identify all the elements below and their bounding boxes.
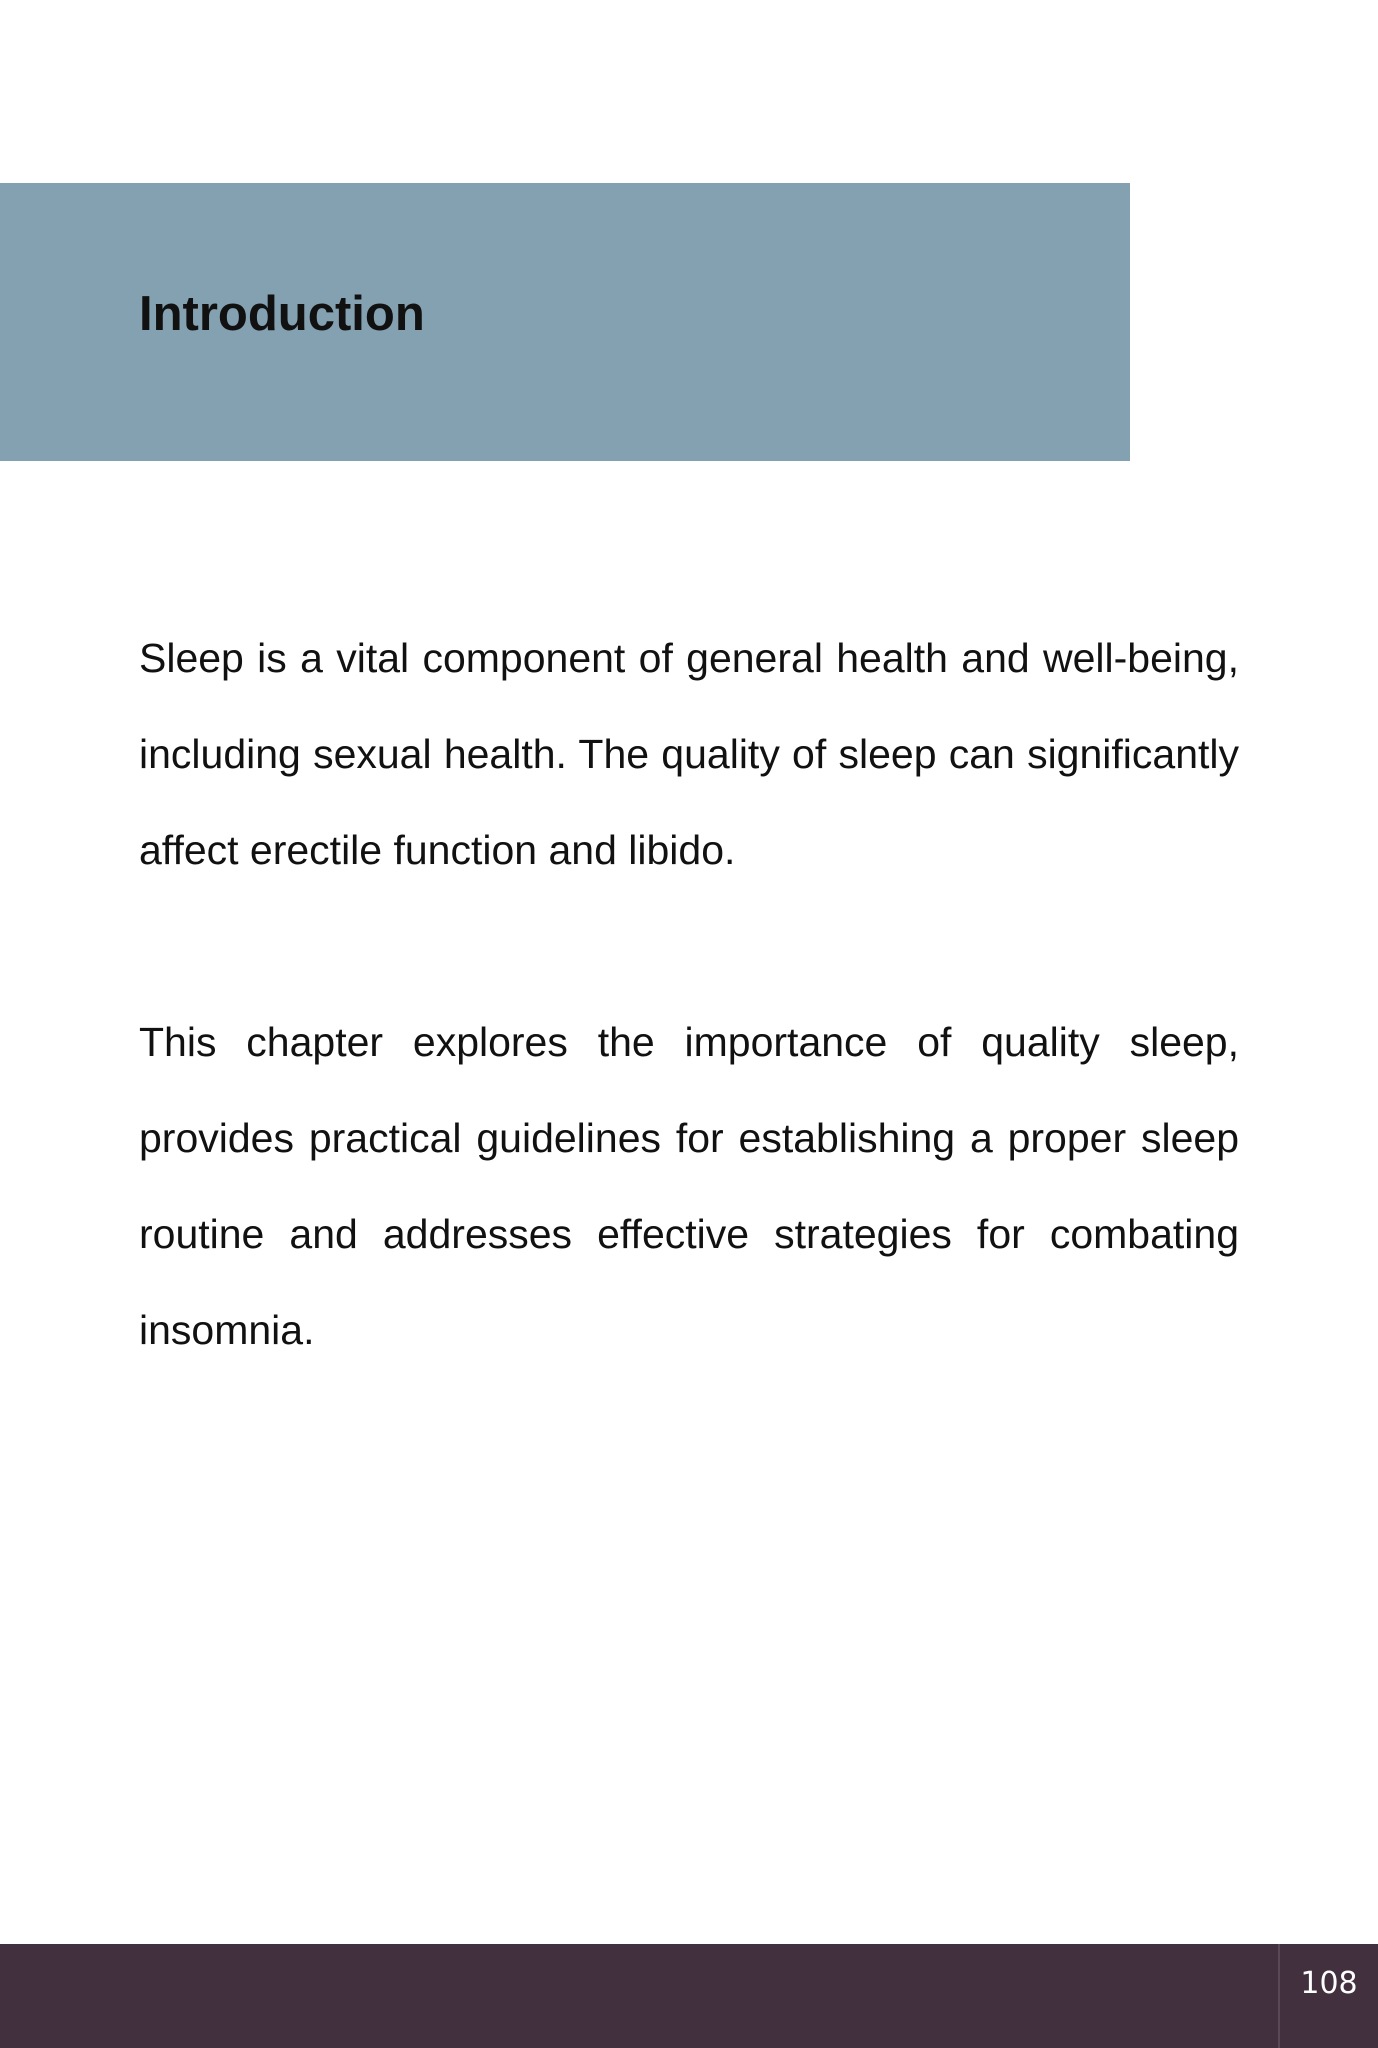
chapter-title: Introduction xyxy=(139,287,425,341)
page-number: 108 xyxy=(1300,1966,1358,2001)
body-paragraph-2: This chapter explores the importance of quality sleep, provides practical guidelines for establishing a proper sleep routine and addresses effective strategies for combating insomnia. xyxy=(139,1019,1239,1353)
page-footer xyxy=(0,1944,1378,2048)
body-paragraph-1: Sleep is a vital component of general health and well-being, including sexual health. The quality of sleep can significantly affect erectile function and libido. xyxy=(139,635,1239,873)
